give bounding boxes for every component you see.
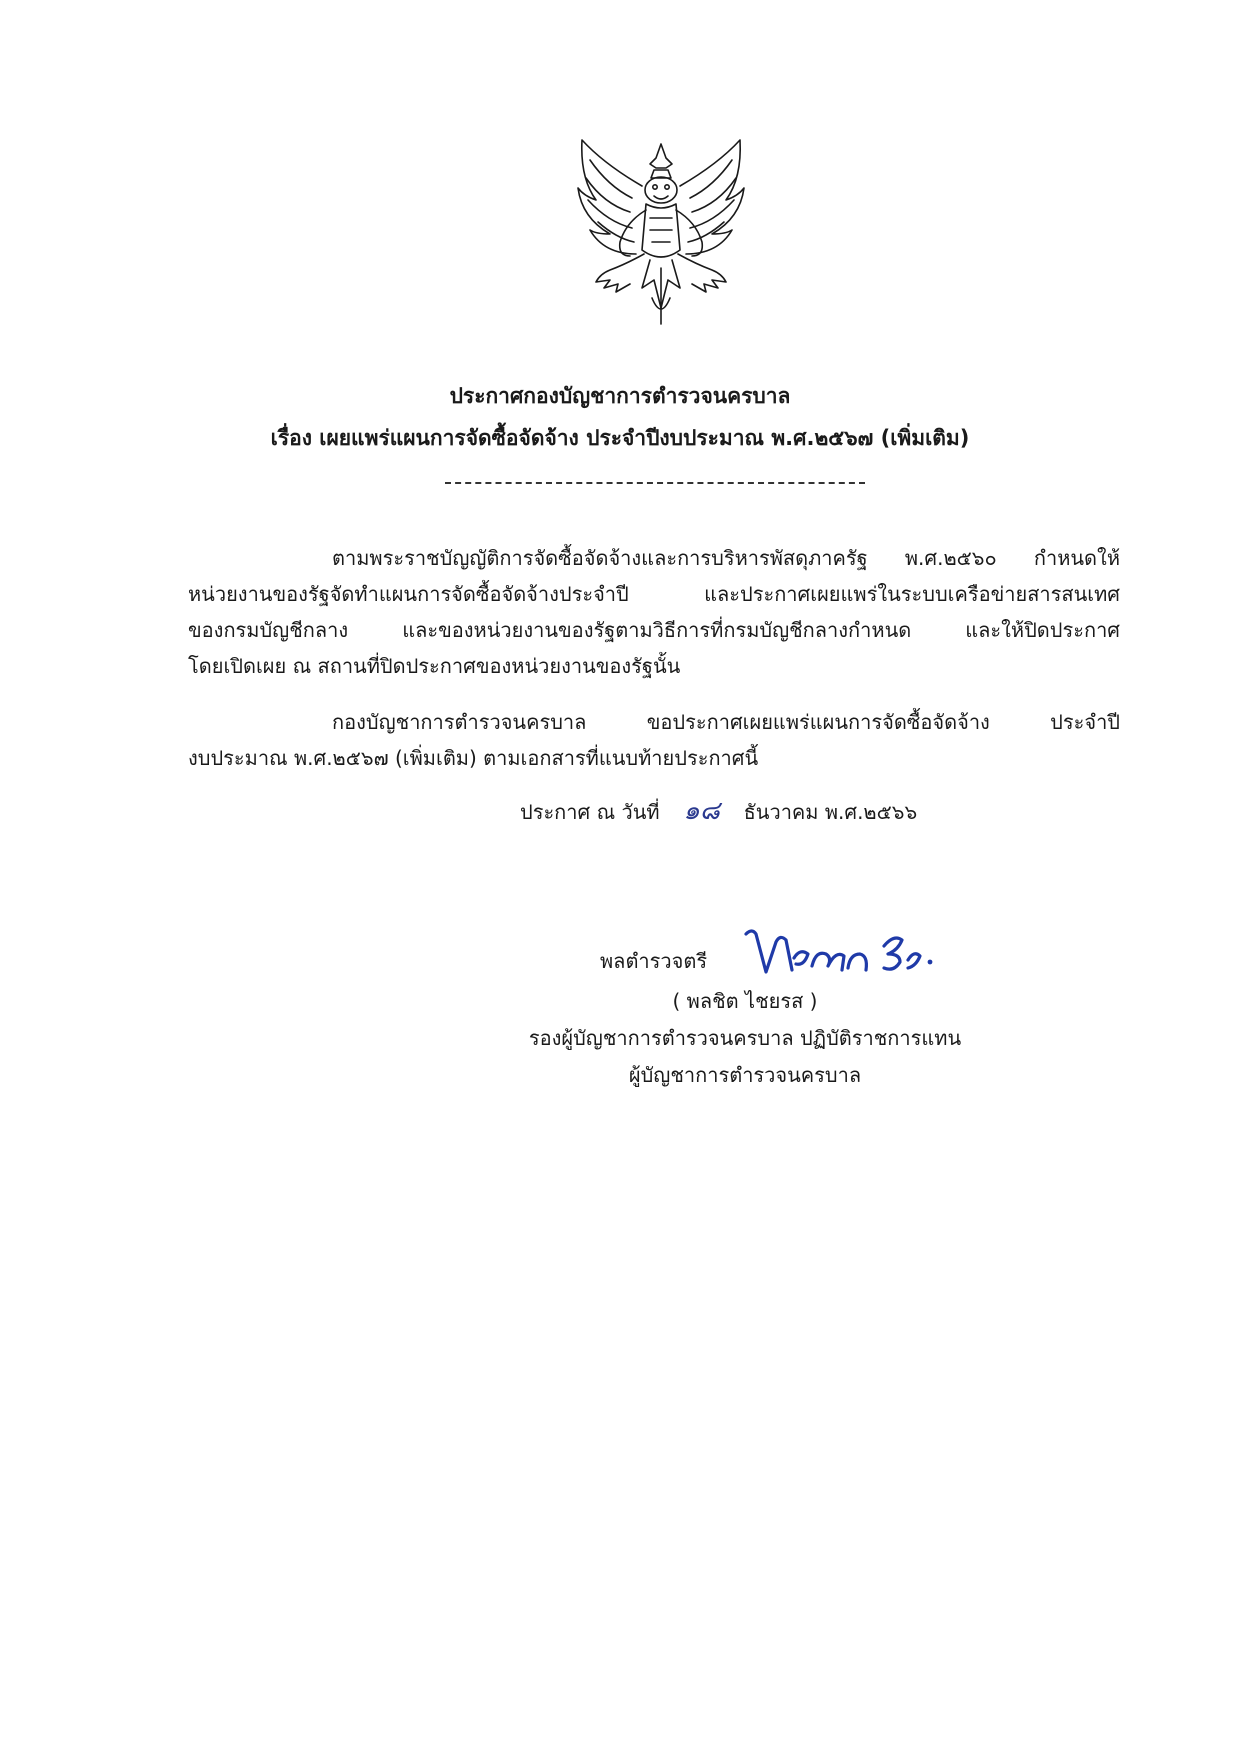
- paragraph-line: กองบัญชาการตำรวจนครบาล ขอประกาศเผยแพร่แผนการจัดซื้อจัดจ้าง ประจำปี: [332, 710, 1120, 734]
- handwritten-day: ๑๘: [683, 796, 720, 826]
- paragraph-line: หน่วยงานของรัฐจัดทำแผนการจัดซื้อจัดจ้างประจำปี และประกาศเผยแพร่ในระบบเครือข่ายสารสนเทศ: [188, 582, 1120, 606]
- body-paragraph-2: [188, 704, 1120, 776]
- paragraph-line: งบประมาณ พ.ศ.๒๕๖๗ (เพิ่มเติม) ตามเอกสารที่แนบท้ายประกาศนี้: [188, 746, 759, 770]
- signatory-name: ( พลชิต ไชยรส ): [672, 989, 818, 1013]
- signatory-position: รองผู้บัญชาการตำรวจนครบาล ปฏิบัติราชการแทน: [528, 1026, 962, 1050]
- garuda-emblem-icon: [570, 138, 752, 330]
- date-prefix: ประกาศ ณ วันที่: [520, 800, 660, 824]
- date-month-year: ธันวาคม พ.ศ.๒๕๖๖: [743, 800, 918, 824]
- handwritten-signature: [738, 920, 938, 984]
- signatory-position-on-behalf: ผู้บัญชาการตำรวจนครบาล: [628, 1063, 862, 1087]
- paragraph-line: ของกรมบัญชีกลาง และของหน่วยงานของรัฐตามวิธีการที่กรมบัญชีกลางกำหนด และให้ปิดประกาศ: [188, 618, 1120, 642]
- document-subject: เรื่อง เผยแพร่แผนการจัดซื้อจัดจ้าง ประจำปีงบประมาณ พ.ศ.๒๕๖๗ (เพิ่มเติม): [270, 426, 970, 450]
- paragraph-line: ตามพระราชบัญญัติการจัดซื้อจัดจ้างและการบริหารพัสดุภาครัฐ พ.ศ.๒๕๖๐ กำหนดให้: [332, 546, 1120, 570]
- title-divider: [445, 482, 865, 484]
- body-paragraph-1: [188, 540, 1120, 684]
- announcement-date: [520, 790, 917, 831]
- paragraph-line: โดยเปิดเผย ณ สถานที่ปิดประกาศของหน่วยงานของรัฐนั้น: [188, 654, 681, 678]
- document-title: ประกาศกองบัญชาการตำรวจนครบาล: [449, 384, 791, 408]
- signatory-rank: พลตำรวจตรี: [600, 949, 708, 973]
